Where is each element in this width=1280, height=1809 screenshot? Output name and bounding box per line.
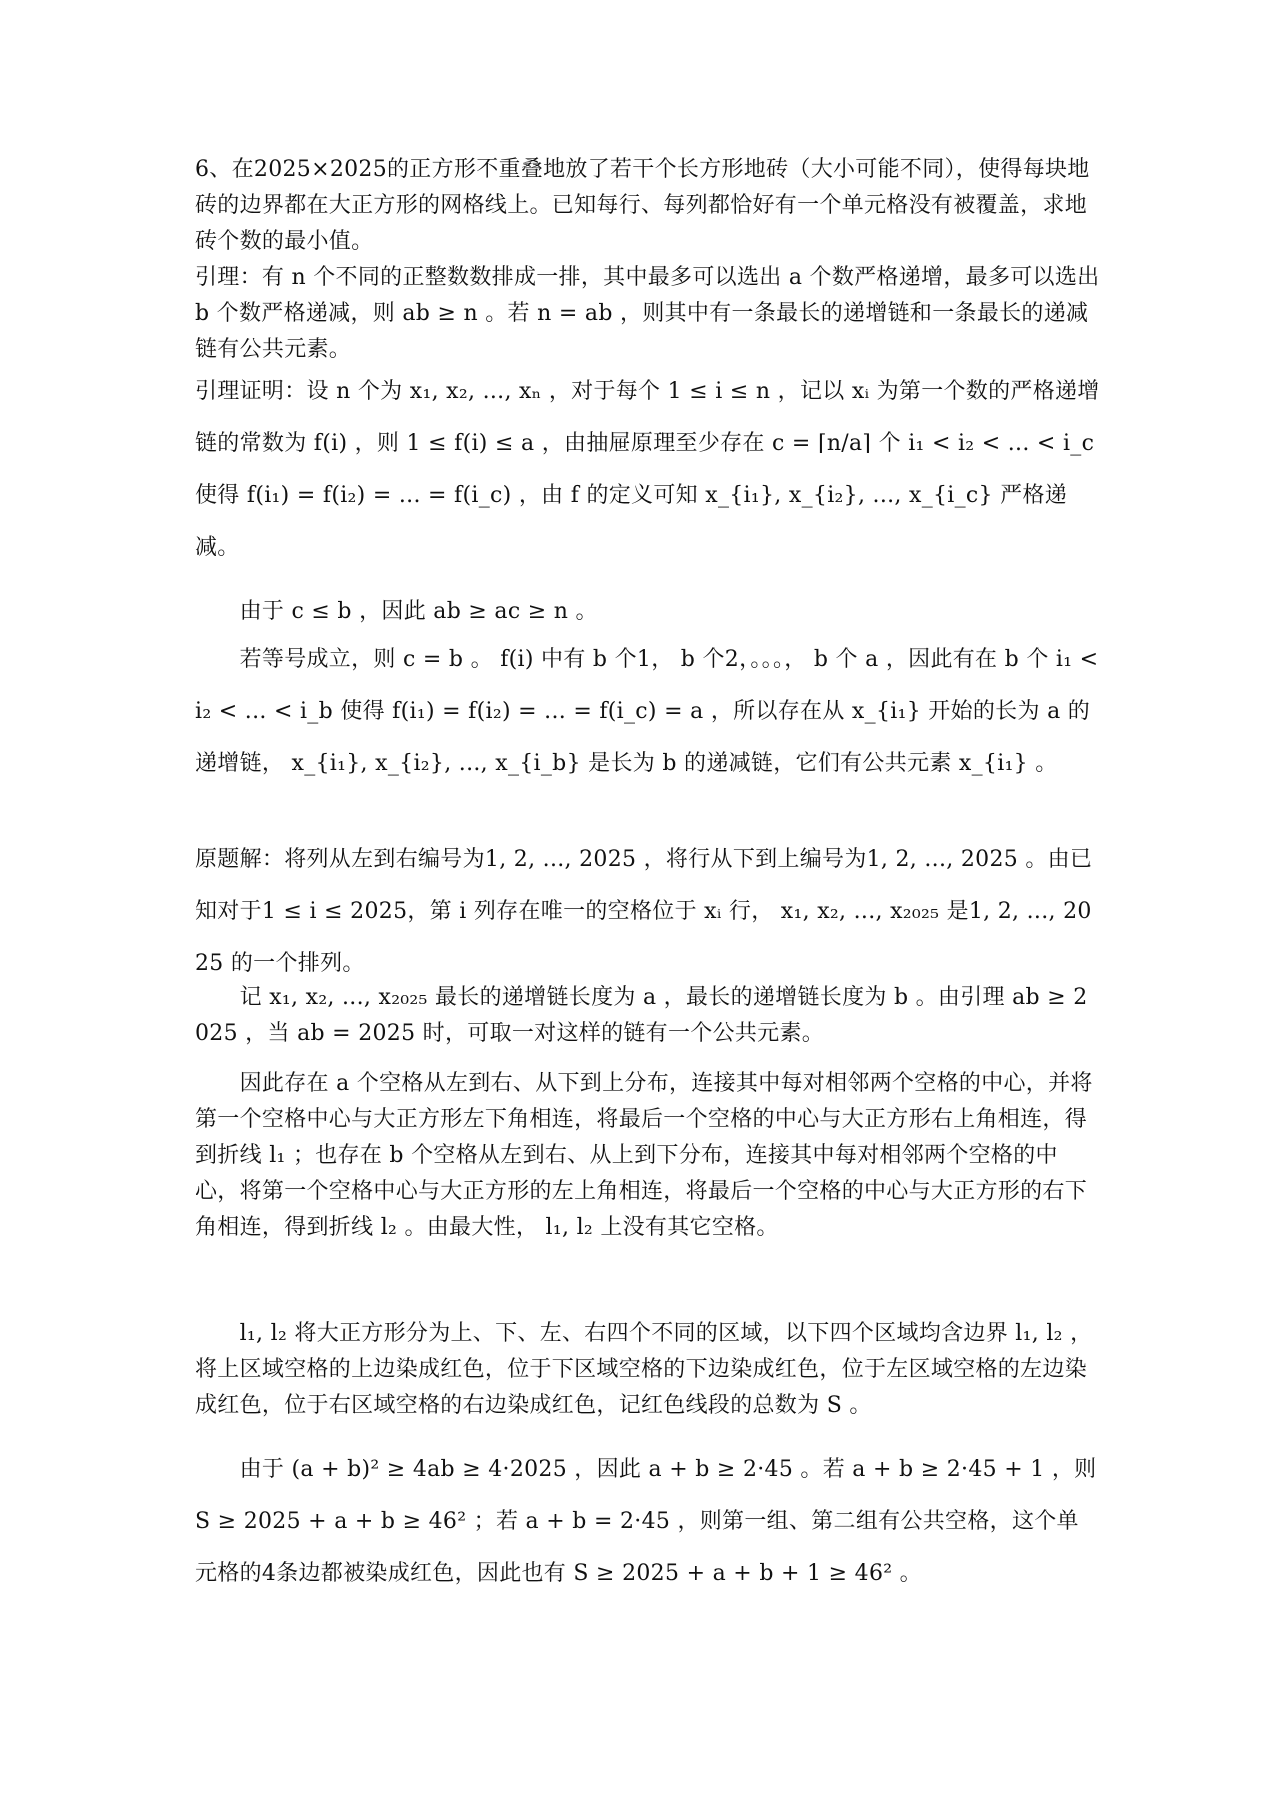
equality-case: 若等号成立，则 c = b 。 f(i) 中有 b 个1， b 个2，。。。， b 个 a ，因此有在 b 个 i₁ < i₂ < ... < i_b 使得 f(i₁) = f(i₂) = ... = f(i_c) = a ，所以存在从 x_{i₁} 开始的长为 a 的递增链， x_{i₁}, x_{i₂}, ..., x_{i_b} 是长为 b 的递减链，它们有公共元素 x_{i₁} 。: [195, 647, 1106, 776]
chains-paragraph: 记 x₁, x₂, ..., x₂₀₂₅ 最长的递增链长度为 a ，最长的递增链长度为 b 。由引理 ab ≥ 2025 ，当 ab = 2025 时，可取一对这样的链有一个公共元素。: [195, 985, 1088, 1046]
lemma-statement: 引理：有 n 个不同的正整数数排成一排，其中最多可以选出 a 个数严格递增，最多可以选出 b 个数严格递减，则 ab ≥ n 。若 n = ab ，则其中有一条最长的递增链和一条最长的递减链有公共元素。: [195, 265, 1107, 362]
final-paragraph: 由于 (a + b)² ≥ 4ab ≥ 4·2025 ，因此 a + b ≥ 2·45 。若 a + b ≥ 2·45 + 1 ，则 S ≥ 2025 + a + b ≥ 46² ；若 a + b = 2·45 ，则第一组、第二组有公共空格，这个单元格的4条边都被染成红色，因此也有 S ≥ 2025 + a + b + 1 ≥ 46² 。: [195, 1457, 1104, 1586]
polyline-paragraph: 因此存在 a 个空格从左到右、从下到上分布，连接其中每对相邻两个空格的中心，并将第一个空格中心与大正方形左下角相连，将最后一个空格的中心与大正方形右上角相连，得到折线 l₁ ；也存在 b 个空格从左到右、从上到下分布，连接其中每对相邻两个空格的中心，将第一个空格中心与大正方形的左上角相连，将最后一个空格的中心与大正方形的右下角相连，得到折线 l₂ 。由最大性， l₁, l₂ 上没有其它空格。: [195, 1071, 1093, 1240]
problem-statement: 6、在2025×2025的正方形不重叠地放了若干个长方形地砖（大小可能不同），使得每块地砖的边界都在大正方形的网格线上。已知每行、每列都恰好有一个单元格没有被覆盖，求地砖个数的最小值。: [195, 157, 1090, 254]
lemma-proof: 引理证明：设 n 个为 x₁, x₂, ..., xₙ ，对于每个 1 ≤ i ≤ n ，记以 xᵢ 为第一个数的严格递增链的常数为 f(i) ，则 1 ≤ f(i) ≤ a ，由抽屉原理至少存在 c = ⌈n/a⌉ 个 i₁ < i₂ < ... < i_c 使得 f(i₁) = f(i₂) = ... = f(i_c) ，由 f 的定义可知 x_{i₁}, x_{i₂}, ..., x_{i_c} 严格递减。: [195, 379, 1102, 560]
since-c-line: 由于 c ≤ b ，因此 ab ≥ ac ≥ n 。: [195, 599, 598, 624]
solution-intro: 原题解：将列从左到右编号为1, 2, ..., 2025 ，将行从下到上编号为1, 2, ..., 2025 。由已知对于1 ≤ i ≤ 2025，第 i 列存在唯一的空格位于 xᵢ 行， x₁, x₂, ..., x₂₀₂₅ 是1, 2, ..., 2025 的一个排列。: [195, 847, 1093, 976]
regions-paragraph: l₁, l₂ 将大正方形分为上、下、左、右四个不同的区域，以下四个区域均含边界 l₁, l₂ ，将上区域空格的上边染成红色，位于下区域空格的下边染成红色，位于左区域空格的左边染成红色，位于右区域空格的右边染成红色，记红色线段的总数为 S 。: [195, 1321, 1093, 1418]
